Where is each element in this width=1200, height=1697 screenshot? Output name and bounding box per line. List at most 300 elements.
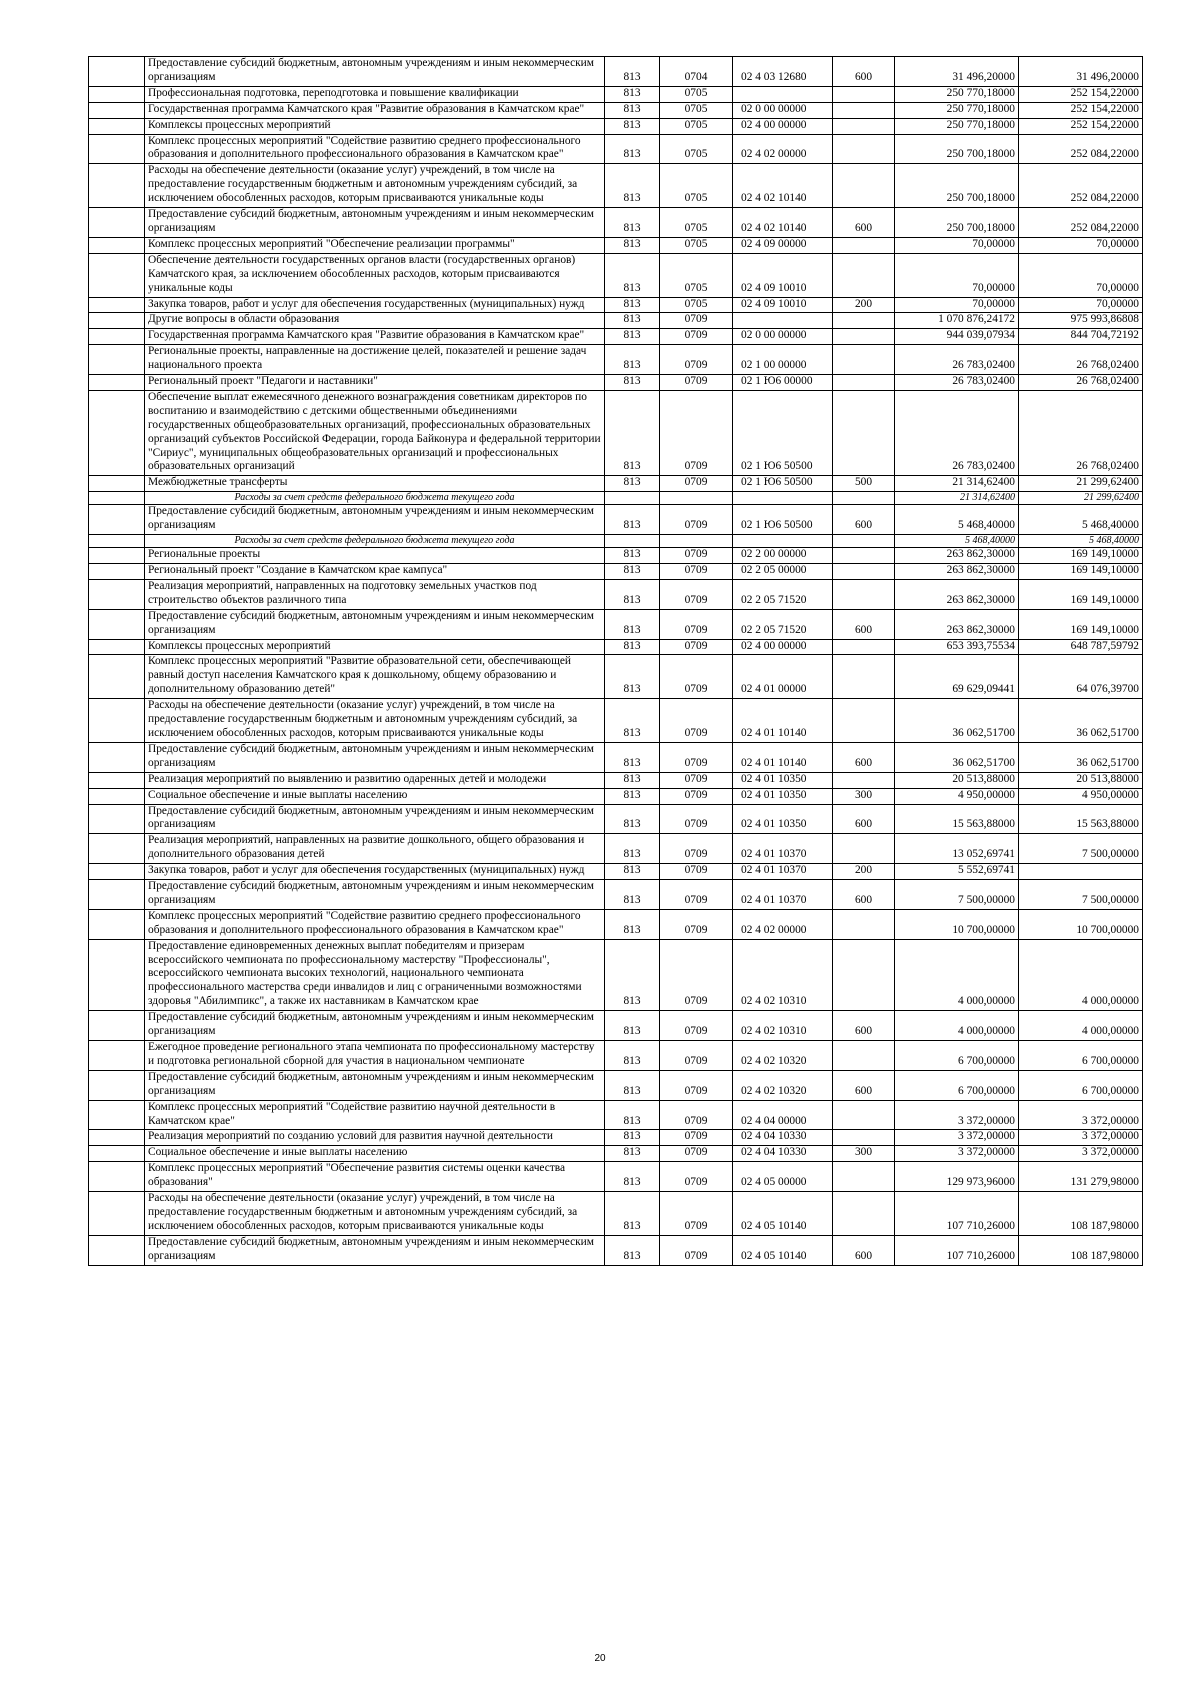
expense-name-cell: Предоставление субсидий бюджетным, автономным учреждениям и иным некоммерческим организациям	[145, 804, 605, 834]
target-article-cell: 02 4 02 00000	[733, 134, 833, 164]
section-code-cell	[660, 492, 733, 505]
amount-year-1-cell: 263 862,30000	[895, 564, 1019, 580]
section-code-cell: 0705	[660, 118, 733, 134]
target-article-cell: 02 4 02 10140	[733, 164, 833, 208]
expense-type-cell	[833, 102, 895, 118]
amount-year-1-cell: 21 314,62400	[895, 476, 1019, 492]
expense-type-cell: 300	[833, 1146, 895, 1162]
amount-year-2-cell: 70,00000	[1019, 253, 1143, 297]
amount-year-1-cell: 653 393,75534	[895, 639, 1019, 655]
target-article-cell: 02 4 01 00000	[733, 655, 833, 699]
expense-type-cell	[833, 390, 895, 475]
ministry-code-cell: 813	[605, 804, 660, 834]
amount-year-1-cell: 31 496,20000	[895, 57, 1019, 87]
expense-type-cell	[833, 134, 895, 164]
row-number-cell	[89, 1192, 145, 1236]
table-row	[89, 579, 1143, 609]
section-code-cell: 0709	[660, 329, 733, 345]
amount-year-2-cell: 7 500,00000	[1019, 880, 1143, 910]
amount-year-2-cell: 252 154,22000	[1019, 102, 1143, 118]
amount-year-1-cell: 250 770,18000	[895, 118, 1019, 134]
target-article-cell: 02 4 09 10010	[733, 297, 833, 313]
section-code-cell: 0709	[660, 699, 733, 743]
table-body	[89, 57, 1143, 1266]
section-code-cell: 0709	[660, 788, 733, 804]
amount-year-2-cell: 7 500,00000	[1019, 834, 1143, 864]
expense-type-cell	[833, 164, 895, 208]
target-article-cell: 02 4 09 10010	[733, 253, 833, 297]
expense-type-cell	[833, 699, 895, 743]
expense-type-cell: 200	[833, 864, 895, 880]
row-number-cell	[89, 492, 145, 505]
table-row	[89, 772, 1143, 788]
table-row	[89, 1192, 1143, 1236]
ministry-code-cell: 813	[605, 102, 660, 118]
expense-name-cell: Предоставление субсидий бюджетным, автономным учреждениям и иным некоммерческим организациям	[145, 57, 605, 87]
amount-year-1-cell: 250 770,18000	[895, 102, 1019, 118]
row-number-cell	[89, 535, 145, 548]
table-row	[89, 1130, 1143, 1146]
row-number-cell	[89, 134, 145, 164]
target-article-cell: 02 4 04 10330	[733, 1130, 833, 1146]
ministry-code-cell: 813	[605, 253, 660, 297]
table-row	[89, 102, 1143, 118]
table-row	[89, 208, 1143, 238]
amount-year-1-cell: 129 973,96000	[895, 1162, 1019, 1192]
amount-year-1-cell: 3 372,00000	[895, 1146, 1019, 1162]
section-code-cell: 0709	[660, 655, 733, 699]
ministry-code-cell: 813	[605, 1041, 660, 1071]
ministry-code-cell: 813	[605, 864, 660, 880]
expense-type-cell: 600	[833, 880, 895, 910]
row-number-cell	[89, 390, 145, 475]
amount-year-1-cell: 944 039,07934	[895, 329, 1019, 345]
expense-name-cell: Расходы за счет средств федерального бюджета текущего года	[145, 535, 605, 548]
expense-type-cell	[833, 564, 895, 580]
amount-year-2-cell: 64 076,39700	[1019, 655, 1143, 699]
amount-year-1-cell: 5 552,69741	[895, 864, 1019, 880]
row-number-cell	[89, 1235, 145, 1265]
section-code-cell: 0709	[660, 639, 733, 655]
expense-name-cell: Комплекс процессных мероприятий "Содействие развитию среднего профессионального образования и дополнительного профессионального образования в Камчатском крае"	[145, 134, 605, 164]
target-article-cell: 02 2 05 71520	[733, 609, 833, 639]
amount-year-1-cell: 250 770,18000	[895, 86, 1019, 102]
amount-year-2-cell: 252 084,22000	[1019, 134, 1143, 164]
expense-name-cell: Обеспечение выплат ежемесячного денежного вознаграждения советникам директоров по воспитанию и взаимодействию с детскими общественными объединениями государственных общеобразовательных организаций, профессиональных образовательных организаций субъектов Российской Федерации, города Байконура и федеральной территории "Сириус", муниципальных общеобразовательных организаций и профессиональных образовательных организаций	[145, 390, 605, 475]
ministry-code-cell: 813	[605, 134, 660, 164]
section-code-cell: 0709	[660, 313, 733, 329]
target-article-cell: 02 4 01 10140	[733, 699, 833, 743]
section-code-cell: 0709	[660, 804, 733, 834]
amount-year-1-cell: 250 700,18000	[895, 134, 1019, 164]
target-article-cell: 02 4 02 10310	[733, 1011, 833, 1041]
ministry-code-cell: 813	[605, 834, 660, 864]
amount-year-2-cell: 5 468,40000	[1019, 505, 1143, 535]
ministry-code-cell: 813	[605, 86, 660, 102]
row-number-cell	[89, 476, 145, 492]
table-row	[89, 1235, 1143, 1265]
section-code-cell: 0709	[660, 742, 733, 772]
amount-year-2-cell: 4 950,00000	[1019, 788, 1143, 804]
amount-year-2-cell: 3 372,00000	[1019, 1130, 1143, 1146]
amount-year-2-cell: 169 149,10000	[1019, 579, 1143, 609]
section-code-cell: 0709	[660, 505, 733, 535]
ministry-code-cell: 813	[605, 1146, 660, 1162]
amount-year-2-cell: 252 154,22000	[1019, 118, 1143, 134]
table-row	[89, 118, 1143, 134]
row-number-cell	[89, 772, 145, 788]
target-article-cell: 02 1 Ю6 50500	[733, 505, 833, 535]
ministry-code-cell: 813	[605, 375, 660, 391]
ministry-code-cell: 813	[605, 505, 660, 535]
target-article-cell: 02 4 02 10140	[733, 208, 833, 238]
expense-type-cell	[833, 1100, 895, 1130]
expense-name-cell: Расходы на обеспечение деятельности (оказание услуг) учреждений, в том числе на предоставление государственным бюджетным и автономным учреждениям субсидий, за исключением обособленных расходов, которым присваиваются уникальные коды	[145, 164, 605, 208]
expense-name-cell: Ежегодное проведение регионального этапа чемпионата по профессиональному мастерству и подготовка региональной сборной для участия в национальном чемпионате	[145, 1041, 605, 1071]
ministry-code-cell: 813	[605, 297, 660, 313]
section-code-cell: 0709	[660, 880, 733, 910]
expense-type-cell	[833, 329, 895, 345]
section-code-cell: 0709	[660, 1162, 733, 1192]
amount-year-1-cell: 263 862,30000	[895, 548, 1019, 564]
target-article-cell: 02 1 00 00000	[733, 345, 833, 375]
expense-type-cell: 600	[833, 742, 895, 772]
amount-year-1-cell: 36 062,51700	[895, 742, 1019, 772]
amount-year-1-cell: 5 468,40000	[895, 505, 1019, 535]
amount-year-1-cell: 70,00000	[895, 297, 1019, 313]
target-article-cell: 02 4 02 10320	[733, 1070, 833, 1100]
row-number-cell	[89, 1162, 145, 1192]
ministry-code-cell: 813	[605, 579, 660, 609]
amount-year-2-cell: 252 154,22000	[1019, 86, 1143, 102]
expense-name-cell: Реализация мероприятий по выявлению и развитию одаренных детей и молодежи	[145, 772, 605, 788]
amount-year-2-cell: 10 700,00000	[1019, 909, 1143, 939]
ministry-code-cell: 813	[605, 1162, 660, 1192]
row-number-cell	[89, 804, 145, 834]
section-code-cell: 0709	[660, 564, 733, 580]
section-code-cell: 0709	[660, 1146, 733, 1162]
target-article-cell: 02 4 01 10350	[733, 804, 833, 834]
expense-name-cell: Государственная программа Камчатского края "Развитие образования в Камчатском крае"	[145, 329, 605, 345]
expense-name-cell: Реализация мероприятий, направленных на развитие дошкольного, общего образования и дополнительного образования детей	[145, 834, 605, 864]
row-number-cell	[89, 164, 145, 208]
amount-year-1-cell: 5 468,40000	[895, 535, 1019, 548]
section-code-cell: 0705	[660, 237, 733, 253]
ministry-code-cell: 813	[605, 609, 660, 639]
amount-year-2-cell: 31 496,20000	[1019, 57, 1143, 87]
section-code-cell: 0709	[660, 834, 733, 864]
expense-name-cell: Предоставление субсидий бюджетным, автономным учреждениям и иным некоммерческим организациям	[145, 742, 605, 772]
target-article-cell: 02 1 Ю6 00000	[733, 375, 833, 391]
row-number-cell	[89, 609, 145, 639]
expense-type-cell	[833, 639, 895, 655]
amount-year-1-cell: 4 000,00000	[895, 939, 1019, 1011]
expense-type-cell	[833, 237, 895, 253]
expense-type-cell	[833, 939, 895, 1011]
section-code-cell: 0709	[660, 1070, 733, 1100]
amount-year-1-cell: 70,00000	[895, 253, 1019, 297]
ministry-code-cell: 813	[605, 164, 660, 208]
table-row	[89, 1146, 1143, 1162]
amount-year-2-cell: 36 062,51700	[1019, 742, 1143, 772]
row-number-cell	[89, 1041, 145, 1071]
target-article-cell: 02 4 04 00000	[733, 1100, 833, 1130]
expense-type-cell	[833, 345, 895, 375]
ministry-code-cell: 813	[605, 1070, 660, 1100]
row-number-cell	[89, 788, 145, 804]
section-code-cell: 0709	[660, 476, 733, 492]
expense-name-cell: Предоставление субсидий бюджетным, автономным учреждениям и иным некоммерческим организациям	[145, 505, 605, 535]
section-code-cell: 0705	[660, 208, 733, 238]
row-number-cell	[89, 297, 145, 313]
expense-name-cell: Реализация мероприятий по созданию условий для развития научной деятельности	[145, 1130, 605, 1146]
amount-year-1-cell: 107 710,26000	[895, 1235, 1019, 1265]
amount-year-2-cell: 70,00000	[1019, 297, 1143, 313]
amount-year-2-cell: 108 187,98000	[1019, 1192, 1143, 1236]
amount-year-2-cell: 169 149,10000	[1019, 609, 1143, 639]
ministry-code-cell: 813	[605, 237, 660, 253]
expense-name-cell: Другие вопросы в области образования	[145, 313, 605, 329]
expense-name-cell: Комплекс процессных мероприятий "Обеспечение развития системы оценки качества образования"	[145, 1162, 605, 1192]
section-code-cell: 0709	[660, 772, 733, 788]
amount-year-1-cell: 263 862,30000	[895, 579, 1019, 609]
expense-name-cell: Предоставление субсидий бюджетным, автономным учреждениям и иным некоммерческим организациям	[145, 609, 605, 639]
amount-year-1-cell: 21 314,62400	[895, 492, 1019, 505]
expense-type-cell	[833, 313, 895, 329]
expense-type-cell	[833, 535, 895, 548]
amount-year-1-cell: 1 070 876,24172	[895, 313, 1019, 329]
target-article-cell: 02 4 00 00000	[733, 639, 833, 655]
table-row	[89, 476, 1143, 492]
budget-table	[88, 56, 1143, 1266]
section-code-cell: 0709	[660, 864, 733, 880]
ministry-code-cell: 813	[605, 1235, 660, 1265]
expense-name-cell: Предоставление субсидий бюджетным, автономным учреждениям и иным некоммерческим организациям	[145, 1070, 605, 1100]
section-code-cell: 0709	[660, 375, 733, 391]
ministry-code-cell: 813	[605, 639, 660, 655]
row-number-cell	[89, 548, 145, 564]
section-code-cell: 0705	[660, 134, 733, 164]
amount-year-1-cell: 13 052,69741	[895, 834, 1019, 864]
section-code-cell: 0709	[660, 1192, 733, 1236]
row-number-cell	[89, 1011, 145, 1041]
target-article-cell: 02 4 00 00000	[733, 118, 833, 134]
row-number-cell	[89, 864, 145, 880]
amount-year-1-cell: 4 950,00000	[895, 788, 1019, 804]
amount-year-2-cell: 169 149,10000	[1019, 564, 1143, 580]
row-number-cell	[89, 1146, 145, 1162]
expense-type-cell	[833, 118, 895, 134]
amount-year-2-cell: 4 000,00000	[1019, 939, 1143, 1011]
ministry-code-cell: 813	[605, 939, 660, 1011]
ministry-code-cell: 813	[605, 57, 660, 87]
table-row	[89, 164, 1143, 208]
section-code-cell	[660, 535, 733, 548]
target-article-cell	[733, 535, 833, 548]
expense-name-cell: Предоставление субсидий бюджетным, автономным учреждениям и иным некоммерческим организациям	[145, 208, 605, 238]
table-row	[89, 134, 1143, 164]
amount-year-2-cell: 975 993,86808	[1019, 313, 1143, 329]
target-article-cell: 02 4 05 00000	[733, 1162, 833, 1192]
amount-year-2-cell: 21 299,62400	[1019, 476, 1143, 492]
ministry-code-cell: 813	[605, 742, 660, 772]
row-number-cell	[89, 909, 145, 939]
amount-year-2-cell: 6 700,00000	[1019, 1070, 1143, 1100]
table-row	[89, 345, 1143, 375]
table-row	[89, 564, 1143, 580]
target-article-cell: 02 4 02 10310	[733, 939, 833, 1011]
row-number-cell	[89, 1070, 145, 1100]
row-number-cell	[89, 742, 145, 772]
table-row	[89, 742, 1143, 772]
amount-year-2-cell: 36 062,51700	[1019, 699, 1143, 743]
row-number-cell	[89, 880, 145, 910]
table-row	[89, 548, 1143, 564]
amount-year-1-cell: 15 563,88000	[895, 804, 1019, 834]
expense-type-cell	[833, 655, 895, 699]
table-row	[89, 880, 1143, 910]
ministry-code-cell: 813	[605, 476, 660, 492]
expense-type-cell: 200	[833, 297, 895, 313]
target-article-cell: 02 4 02 00000	[733, 909, 833, 939]
section-code-cell: 0709	[660, 609, 733, 639]
expense-name-cell: Реализация мероприятий, направленных на подготовку земельных участков под строительство объектов различного типа	[145, 579, 605, 609]
table-row	[89, 834, 1143, 864]
table-row	[89, 655, 1143, 699]
section-code-cell: 0705	[660, 102, 733, 118]
expense-name-cell: Социальное обеспечение и иные выплаты населению	[145, 1146, 605, 1162]
target-article-cell: 02 4 01 10370	[733, 834, 833, 864]
amount-year-2-cell: 5 468,40000	[1019, 535, 1143, 548]
section-code-cell: 0709	[660, 345, 733, 375]
target-article-cell: 02 2 05 71520	[733, 579, 833, 609]
table-note-row	[89, 492, 1143, 505]
expense-name-cell: Предоставление единовременных денежных выплат победителям и призерам всероссийского чемпионата по профессиональному мастерству "Профессионалы", всероссийского чемпионата высоких технологий, национального чемпионата профессионального мастерства среди инвалидов и лиц с ограниченными возможностями здоровья "Абилимпикс", а также их наставникам в Камчатском крае	[145, 939, 605, 1011]
row-number-cell	[89, 118, 145, 134]
amount-year-1-cell: 250 700,18000	[895, 208, 1019, 238]
ministry-code-cell: 813	[605, 1100, 660, 1130]
amount-year-1-cell: 26 783,02400	[895, 345, 1019, 375]
expense-name-cell: Региональный проект "Педагоги и наставники"	[145, 375, 605, 391]
page-number: 20	[594, 1653, 606, 1664]
amount-year-1-cell: 20 513,88000	[895, 772, 1019, 788]
row-number-cell	[89, 329, 145, 345]
expense-type-cell: 600	[833, 505, 895, 535]
expense-type-cell	[833, 253, 895, 297]
table-row	[89, 505, 1143, 535]
table-row	[89, 939, 1143, 1011]
section-code-cell: 0709	[660, 579, 733, 609]
row-number-cell	[89, 1130, 145, 1146]
target-article-cell: 02 0 00 00000	[733, 102, 833, 118]
table-row	[89, 297, 1143, 313]
target-article-cell	[733, 86, 833, 102]
amount-year-2-cell: 3 372,00000	[1019, 1100, 1143, 1130]
amount-year-1-cell: 4 000,00000	[895, 1011, 1019, 1041]
expense-type-cell: 600	[833, 208, 895, 238]
target-article-cell: 02 4 05 10140	[733, 1235, 833, 1265]
ministry-code-cell: 813	[605, 390, 660, 475]
table-row	[89, 86, 1143, 102]
table-row	[89, 1041, 1143, 1071]
table-row	[89, 909, 1143, 939]
target-article-cell: 02 1 Ю6 50500	[733, 390, 833, 475]
expense-type-cell: 600	[833, 57, 895, 87]
amount-year-2-cell: 20 513,88000	[1019, 772, 1143, 788]
table-row	[89, 1162, 1143, 1192]
row-number-cell	[89, 208, 145, 238]
ministry-code-cell: 813	[605, 1011, 660, 1041]
expense-name-cell: Закупка товаров, работ и услуг для обеспечения государственных (муниципальных) нужд	[145, 297, 605, 313]
amount-year-1-cell: 263 862,30000	[895, 609, 1019, 639]
expense-type-cell: 600	[833, 1070, 895, 1100]
target-article-cell: 02 4 04 10330	[733, 1146, 833, 1162]
row-number-cell	[89, 1100, 145, 1130]
expense-type-cell: 600	[833, 609, 895, 639]
row-number-cell	[89, 655, 145, 699]
expense-type-cell	[833, 1041, 895, 1071]
target-article-cell: 02 4 01 10350	[733, 772, 833, 788]
expense-name-cell: Межбюджетные трансферты	[145, 476, 605, 492]
amount-year-1-cell: 250 700,18000	[895, 164, 1019, 208]
ministry-code-cell: 813	[605, 788, 660, 804]
table-row	[89, 639, 1143, 655]
section-code-cell: 0704	[660, 57, 733, 87]
ministry-code-cell: 813	[605, 329, 660, 345]
expense-name-cell: Предоставление субсидий бюджетным, автономным учреждениям и иным некоммерческим организациям	[145, 880, 605, 910]
amount-year-1-cell: 10 700,00000	[895, 909, 1019, 939]
expense-name-cell: Расходы за счет средств федерального бюджета текущего года	[145, 492, 605, 505]
row-number-cell	[89, 834, 145, 864]
target-article-cell	[733, 313, 833, 329]
target-article-cell: 02 4 01 10370	[733, 864, 833, 880]
table-row	[89, 253, 1143, 297]
section-code-cell: 0705	[660, 164, 733, 208]
table-row	[89, 57, 1143, 87]
expense-name-cell: Региональные проекты	[145, 548, 605, 564]
row-number-cell	[89, 253, 145, 297]
table-row	[89, 1100, 1143, 1130]
table-row	[89, 329, 1143, 345]
expense-name-cell: Закупка товаров, работ и услуг для обеспечения государственных (муниципальных) нужд	[145, 864, 605, 880]
expense-name-cell: Комплекс процессных мероприятий "Содействие развитию среднего профессионального образования и дополнительного профессионального образования в Камчатском крае"	[145, 909, 605, 939]
ministry-code-cell	[605, 492, 660, 505]
target-article-cell: 02 4 05 10140	[733, 1192, 833, 1236]
target-article-cell: 02 4 01 10350	[733, 788, 833, 804]
expense-name-cell: Региональные проекты, направленные на достижение целей, показателей и решение задач национального проекта	[145, 345, 605, 375]
amount-year-2-cell: 3 372,00000	[1019, 1146, 1143, 1162]
target-article-cell	[733, 492, 833, 505]
ministry-code-cell: 813	[605, 313, 660, 329]
table-row	[89, 375, 1143, 391]
table-row	[89, 699, 1143, 743]
table-row	[89, 390, 1143, 475]
row-number-cell	[89, 237, 145, 253]
section-code-cell: 0709	[660, 1041, 733, 1071]
table-row	[89, 788, 1143, 804]
section-code-cell: 0709	[660, 909, 733, 939]
ministry-code-cell: 813	[605, 880, 660, 910]
expense-name-cell: Комплекс процессных мероприятий "Обеспечение реализации программы"	[145, 237, 605, 253]
amount-year-2-cell: 26 768,02400	[1019, 390, 1143, 475]
table-row	[89, 1070, 1143, 1100]
table-row	[89, 609, 1143, 639]
target-article-cell: 02 4 09 00000	[733, 237, 833, 253]
amount-year-2-cell: 169 149,10000	[1019, 548, 1143, 564]
amount-year-2-cell: 108 187,98000	[1019, 1235, 1143, 1265]
section-code-cell: 0705	[660, 297, 733, 313]
expense-type-cell	[833, 909, 895, 939]
